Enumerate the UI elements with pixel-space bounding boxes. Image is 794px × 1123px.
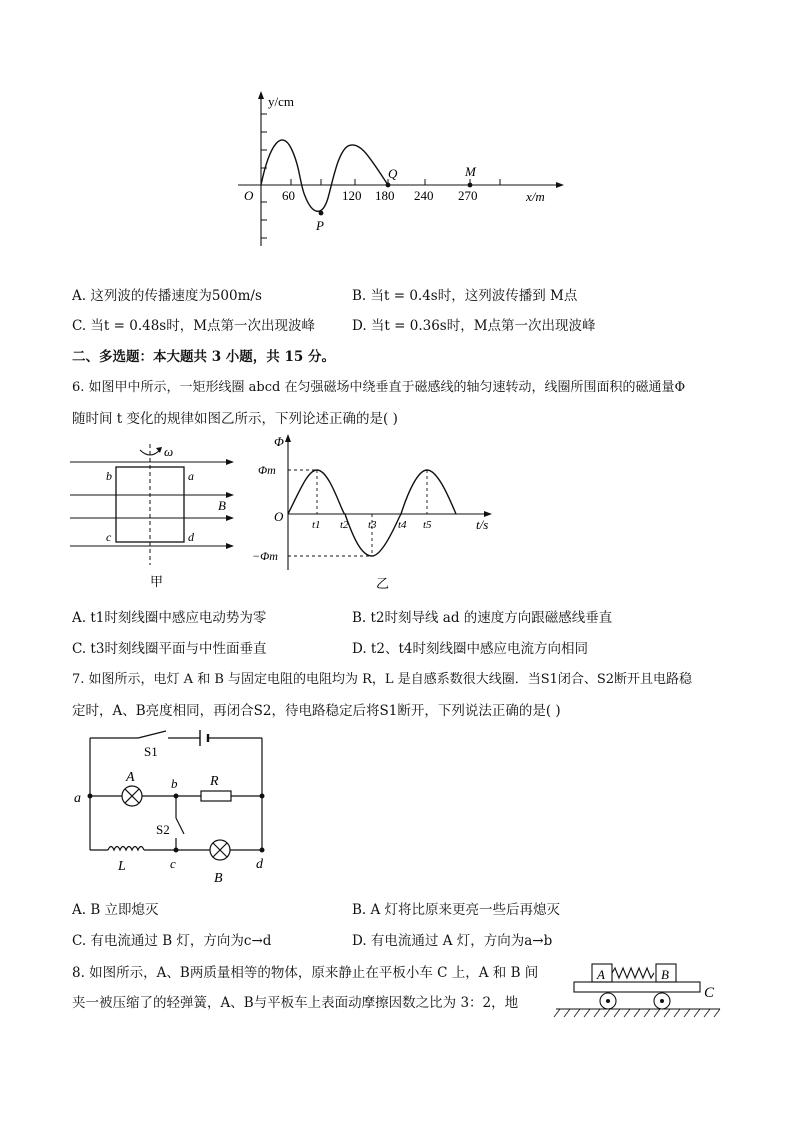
inductor-l bbox=[108, 847, 144, 851]
q7-option-c[interactable]: C. 有电流通过 B 灯，方向为c→d bbox=[72, 933, 272, 949]
section-heading: 二、多选题：本大题共 3 小题，共 15 分。 bbox=[72, 349, 335, 365]
switch-s2-label: S2 bbox=[156, 822, 170, 837]
flux-graph-yi bbox=[250, 430, 510, 592]
q7-option-b[interactable]: B. A 灯将比原来更亮一些后再熄灭 bbox=[352, 902, 561, 918]
point-q-label: Q bbox=[388, 166, 398, 181]
corner-a: a bbox=[188, 469, 194, 483]
q7-option-d[interactable]: D. 有电流通过 A 灯，方向为a→b bbox=[352, 933, 553, 949]
tick-120: 120 bbox=[342, 188, 362, 203]
circuit-figure bbox=[70, 728, 285, 888]
point-m-dot bbox=[468, 183, 473, 188]
tick-240: 240 bbox=[414, 188, 434, 203]
inductor-l-label: L bbox=[118, 859, 126, 874]
cart-c-label: C bbox=[704, 985, 715, 1001]
q6-option-d[interactable]: D. t2、t4时刻线圈中感应电流方向相同 bbox=[352, 641, 588, 657]
block-a-label: A bbox=[597, 967, 605, 982]
q5-option-a[interactable]: A. 这列波的传播速度为500m/s bbox=[72, 288, 262, 304]
q8-stem-line1: 8. 如图所示，A、B两质量相等的物体，原来静止在平板小车 C 上，A 和 B 间 bbox=[72, 965, 539, 981]
corner-d: d bbox=[188, 530, 194, 544]
q8-stem-line2: 夹一被压缩了的轻弹簧，A、B与平板车上表面动摩擦因数之比为 3：2，地 bbox=[72, 995, 519, 1011]
node-b-label: b bbox=[171, 776, 178, 791]
q5-option-b[interactable]: B. 当t = 0.4s时，这列波传播到 M点 bbox=[352, 288, 578, 304]
wave-figure bbox=[230, 88, 570, 248]
point-p-label: P bbox=[316, 218, 324, 233]
q6-stem-line1: 6. 如图甲中所示，一矩形线圈 abcd 在匀强磁场中绕垂直于磁感线的轴匀速转动，线圈所围面积的磁通量Φ bbox=[72, 380, 686, 395]
neg-phim-label: −Φm bbox=[252, 549, 278, 563]
coil-figure-jia bbox=[68, 440, 238, 590]
resistor-r bbox=[201, 791, 231, 801]
q6-stem-line2: 随时间 t 变化的规律如图乙所示，下列论述正确的是( ) bbox=[72, 411, 398, 427]
q7-stem-line2: 定时，A、B亮度相同，再闭合S2，待电路稳定后将S1断开，下列说法正确的是( ) bbox=[72, 703, 561, 719]
t1-label: t1 bbox=[312, 519, 321, 531]
q7-stem-line1: 7. 如图所示，电灯 A 和 B 与固定电阻的电阻均为 R，L 是自感系数很大线圈．当S1闭合、S2断开且电路稳 bbox=[72, 672, 693, 687]
lamp-a-label: A bbox=[126, 770, 135, 785]
resistor-r-label: R bbox=[210, 774, 219, 789]
q7-option-a[interactable]: A. B 立即熄灭 bbox=[72, 902, 159, 918]
tick-270: 270 bbox=[458, 188, 478, 203]
t4-label: t4 bbox=[398, 519, 407, 531]
caption-yi: 乙 bbox=[376, 576, 390, 591]
block-b-label: B bbox=[661, 967, 669, 982]
q6-option-a[interactable]: A. t1时刻线圈中感应电动势为零 bbox=[72, 610, 267, 626]
node-a-label: a bbox=[74, 791, 81, 806]
x-axis-label: x/m bbox=[526, 189, 545, 204]
spring bbox=[612, 968, 654, 978]
caption-jia: 甲 bbox=[150, 574, 164, 589]
q6-option-b[interactable]: B. t2时刻导线 ad 的速度方向跟磁感线垂直 bbox=[352, 610, 613, 626]
corner-b: b bbox=[106, 469, 112, 483]
t2-label: t2 bbox=[340, 519, 349, 531]
field-label: B bbox=[218, 498, 226, 513]
tick-180: 180 bbox=[375, 188, 395, 203]
q5-option-c[interactable]: C. 当t = 0.48s时，M点第一次出现波峰 bbox=[72, 318, 316, 334]
switch-s1-label: S1 bbox=[144, 744, 158, 759]
q6-option-c[interactable]: C. t3时刻线圈平面与中性面垂直 bbox=[72, 641, 267, 657]
origin-o-label: O bbox=[274, 509, 284, 524]
point-m-label: M bbox=[465, 164, 476, 179]
t-axis-label: t/s bbox=[476, 517, 489, 532]
point-q-dot bbox=[386, 183, 391, 188]
corner-c: c bbox=[106, 530, 112, 544]
phi-axis-label: Φ bbox=[274, 434, 284, 449]
t5-label: t5 bbox=[423, 519, 432, 531]
y-axis-label: y/cm bbox=[268, 94, 294, 109]
t3-label: t3 bbox=[368, 519, 377, 531]
omega-label: ω bbox=[164, 444, 174, 459]
point-p-dot bbox=[319, 211, 324, 216]
origin-label: O bbox=[244, 188, 254, 203]
cart-figure bbox=[552, 960, 724, 1020]
phim-label: Φm bbox=[258, 463, 276, 477]
node-d-label: d bbox=[256, 857, 263, 872]
wave-curve bbox=[261, 140, 388, 211]
node-c-label: c bbox=[170, 856, 176, 871]
tick-60: 60 bbox=[282, 188, 295, 203]
cart-c bbox=[574, 982, 700, 992]
q5-option-d[interactable]: D. 当t = 0.36s时，M点第一次出现波峰 bbox=[352, 318, 596, 334]
lamp-b-label: B bbox=[214, 871, 223, 886]
flux-curve bbox=[288, 470, 456, 556]
